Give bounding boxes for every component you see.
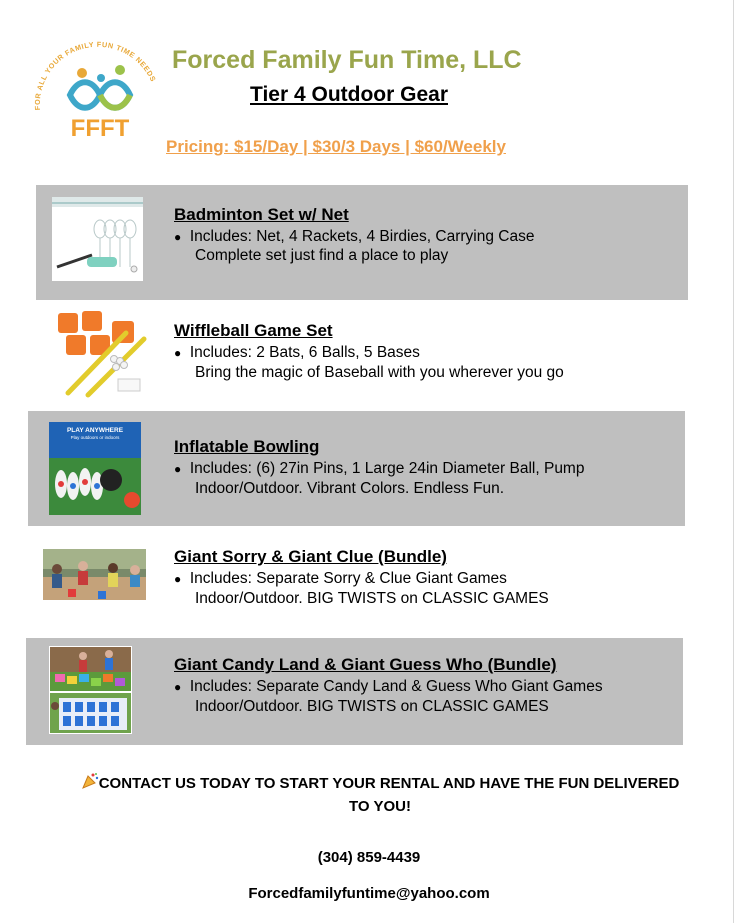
- call-to-action: [80, 772, 680, 817]
- item-title-wiffleball: Wiffleball Game Set: [174, 321, 333, 340]
- bullet-icon: ●: [174, 680, 182, 694]
- item-includes: Includes: Separate Sorry & Clue Giant Games: [189, 570, 507, 587]
- logo-letters: FFFT: [70, 115, 130, 142]
- pricing-line: Pricing: $15/Day | $30/3 Days | $60/Weekly: [166, 137, 506, 156]
- item-desc-wiffleball: Bring the magic of Baseball with you wherever you go: [195, 364, 564, 381]
- bowling-image-title: PLAY ANYWHERE: [66, 427, 124, 434]
- item-title-bowling: Inflatable Bowling: [174, 437, 320, 456]
- item-desc-candyland: Indoor/Outdoor. BIG TWISTS on CLASSIC GAMES: [195, 698, 549, 715]
- page-edge: [733, 0, 734, 923]
- item-desc-sorry-clue: Indoor/Outdoor. BIG TWISTS on CLASSIC GAMES: [195, 590, 549, 607]
- sorry-clue-image: [43, 549, 146, 600]
- bullet-icon: ●: [174, 346, 182, 360]
- party-popper-icon: [81, 772, 99, 796]
- email-address[interactable]: Forcedfamilyfuntime@yahoo.com: [248, 885, 490, 902]
- wiffleball-image: [54, 309, 148, 401]
- company-logo: [30, 40, 170, 150]
- page-title: Tier 4 Outdoor Gear: [250, 83, 448, 106]
- item-bullet-bowling: [174, 460, 584, 478]
- candyland-guesswho-image: [49, 646, 132, 734]
- badminton-image: [52, 197, 143, 281]
- bullet-icon: ●: [174, 230, 182, 244]
- bowling-image: [49, 422, 141, 515]
- bullet-icon: ●: [174, 572, 182, 586]
- item-bullet-sorry-clue: [174, 570, 507, 588]
- item-title-candyland: Giant Candy Land & Giant Guess Who (Bundle): [174, 655, 557, 674]
- logo-ring-text: FOR ALL YOUR FAMILY FUN TIME NEEDS: [32, 40, 158, 111]
- item-bullet-wiffleball: [174, 344, 420, 362]
- item-bullet-candyland: [174, 678, 603, 696]
- item-title-sorry-clue: Giant Sorry & Giant Clue (Bundle): [174, 547, 447, 566]
- item-title-badminton: Badminton Set w/ Net: [174, 205, 349, 224]
- item-bullet-badminton: [174, 228, 534, 246]
- bowling-image-subtitle: Play outdoors or indoors: [70, 435, 120, 440]
- item-includes: Includes: Net, 4 Rackets, 4 Birdies, Carrying Case: [189, 228, 535, 245]
- item-desc-badminton: Complete set just find a place to play: [195, 247, 449, 264]
- phone-number[interactable]: (304) 859-4439: [317, 849, 421, 866]
- item-desc-bowling: Indoor/Outdoor. Vibrant Colors. Endless Fun.: [195, 480, 505, 497]
- item-includes: Includes: Separate Candy Land & Guess Who Giant Games: [189, 678, 603, 695]
- company-name: Forced Family Fun Time, LLC: [172, 46, 522, 74]
- item-includes: Includes: 2 Bats, 6 Balls, 5 Bases: [189, 344, 420, 361]
- ffft-logo-icon: [30, 40, 170, 150]
- item-includes: Includes: (6) 27in Pins, 1 Large 24in Diameter Ball, Pump: [189, 460, 585, 477]
- cta-text: CONTACT US TODAY TO START YOUR RENTAL AND HAVE THE FUN DELIVERED TO YOU!: [98, 775, 680, 815]
- bullet-icon: ●: [174, 462, 182, 476]
